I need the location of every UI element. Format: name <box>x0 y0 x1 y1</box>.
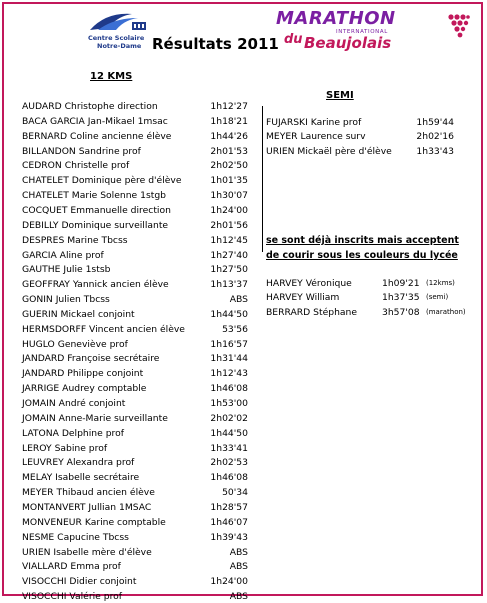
finish-time: ABS <box>229 561 248 573</box>
runner-name: MONTANVERT Jullian 1MSAC <box>22 501 152 513</box>
runner-name: CHATELET Dominique père d'élève <box>22 175 182 187</box>
school-logo <box>88 8 154 54</box>
finish-time: 1h13'37 <box>210 279 248 291</box>
result-row <box>22 501 248 514</box>
marathon-international: INTERNATIONAL <box>336 29 388 35</box>
result-row <box>22 427 248 440</box>
runner-name: VISOCCHI Didier conjoint <box>22 576 137 588</box>
result-row <box>22 100 248 113</box>
finish-time: 1h44'50 <box>210 427 248 439</box>
finish-time: ABS <box>229 294 248 306</box>
runner-name: BILLANDON Sandrine prof <box>22 145 141 157</box>
finish-time: 1h01'35 <box>210 175 248 187</box>
runner-name: LEROY Sabine prof <box>22 442 108 454</box>
runner-name: HARVEY Véronique <box>266 278 352 289</box>
result-row <box>22 442 248 455</box>
finish-time: 1h12'45 <box>210 234 248 246</box>
result-row <box>22 263 248 276</box>
finish-time: 2h01'53 <box>210 145 248 157</box>
heading-12kms: 12 KMS <box>90 71 133 82</box>
finish-time: 1h09'21 <box>382 278 420 289</box>
runner-name: CHATELET Marie Solenne 1stgb <box>22 190 167 202</box>
result-row <box>22 471 248 484</box>
runner-name: GEOFFRAY Yannick ancien élève <box>22 279 169 291</box>
finish-time: 1h46'08 <box>210 472 248 484</box>
runner-name: JOMAIN André conjoint <box>22 398 126 409</box>
finish-time: 1h16'57 <box>210 338 248 350</box>
finish-time: 2h01'56 <box>210 219 248 231</box>
runner-name: DESPRES Marine Tbcss <box>22 234 128 246</box>
result-row <box>22 308 248 321</box>
runner-name: VISOCCHI Valérie prof <box>22 591 122 603</box>
marathon-du: du <box>284 32 303 47</box>
runner-name: COCQUET Emmanuelle direction <box>22 204 171 216</box>
runner-name: MEYER Thibaud ancien élève <box>22 487 155 499</box>
finish-time: 1h33'43 <box>416 145 454 157</box>
race-label: (12kms) <box>426 279 455 287</box>
result-row <box>22 323 248 336</box>
result-row <box>266 116 454 129</box>
result-row <box>22 590 248 603</box>
runner-name: HUGLO Geneviève prof <box>22 338 128 350</box>
result-row <box>22 397 248 410</box>
finish-time: 1h28'57 <box>210 501 248 513</box>
result-row <box>22 219 248 232</box>
finish-time: 53'56 <box>222 323 248 335</box>
marathon-beaujolais: Beaujolais <box>304 34 392 52</box>
runner-name: MEYER Laurence surv <box>266 131 366 143</box>
result-row <box>22 130 248 143</box>
result-row <box>266 277 478 290</box>
result-row <box>22 204 248 217</box>
finish-time: 2h02'02 <box>210 412 248 424</box>
runner-name: GARCIA Aline prof <box>22 249 104 261</box>
finish-time: 2h02'50 <box>210 160 248 172</box>
result-row <box>22 174 248 187</box>
runner-name: JARRIGE Audrey comptable <box>22 383 147 395</box>
page-header <box>4 4 481 62</box>
result-row <box>22 575 248 588</box>
runner-name: BACA GARCIA Jan-Mikael 1msac <box>22 115 168 127</box>
finish-time: ABS <box>229 591 248 603</box>
guest-note-line1: se sont déjà inscrits mais acceptent <box>266 235 459 246</box>
runner-name: JOMAIN Anne-Marie surveillante <box>22 412 168 424</box>
page-title: Résultats 2011 <box>152 35 279 53</box>
runner-name: BERRARD Stéphane <box>266 306 358 318</box>
finish-time: 1h53'00 <box>210 398 248 409</box>
race-label: (semi) <box>426 293 449 302</box>
finish-time: 1h31'44 <box>210 353 248 365</box>
result-row <box>22 382 248 395</box>
result-row <box>22 352 248 365</box>
race-label: (marathon) <box>426 307 466 316</box>
finish-time: 1h24'00 <box>210 204 248 216</box>
finish-time: 2h02'53 <box>210 457 248 469</box>
result-row <box>22 412 248 425</box>
finish-time: 1h24'00 <box>210 576 248 588</box>
result-row <box>22 159 248 172</box>
runner-name: GUERIN Mickael conjoint <box>22 308 135 320</box>
finish-time: 1h46'07 <box>210 516 248 528</box>
result-row <box>266 130 454 143</box>
runner-name: LEUVREY Alexandra prof <box>22 457 135 469</box>
result-row <box>266 291 478 304</box>
runner-name: MELAY Isabelle secrétaire <box>22 472 140 484</box>
result-row <box>22 546 248 559</box>
finish-time: 1h27'50 <box>210 264 248 276</box>
result-row <box>266 145 454 158</box>
column-divider <box>262 106 263 252</box>
result-row <box>22 456 248 469</box>
result-row <box>22 531 248 544</box>
grapes-icon <box>448 14 470 42</box>
result-row <box>22 234 248 247</box>
school-name-line1: Centre Scolaire <box>88 34 145 42</box>
runner-name: VIALLARD Emma prof <box>22 561 121 573</box>
result-row <box>266 306 478 319</box>
results-page <box>2 2 483 603</box>
finish-time: 1h46'08 <box>210 383 248 395</box>
result-row <box>22 293 248 306</box>
runner-name: JANDARD Philippe conjoint <box>22 368 144 380</box>
finish-time: 1h44'26 <box>210 130 248 142</box>
runner-name: AUDARD Christophe direction <box>22 101 158 112</box>
result-row <box>22 278 248 291</box>
guest-note-line2: de courir sous les couleurs du lycée <box>266 250 458 261</box>
result-row <box>22 516 248 529</box>
result-row <box>22 145 248 158</box>
finish-time: 1h12'27 <box>210 101 248 112</box>
runner-name: URIEN Mickaël père d'élève <box>266 145 392 157</box>
finish-time: 2h02'16 <box>416 131 454 143</box>
finish-time: 1h27'40 <box>210 249 248 261</box>
marathon-logo <box>276 8 476 58</box>
finish-time: 1h44'50 <box>210 308 248 320</box>
finish-time: ABS <box>229 546 248 558</box>
runner-name: HARVEY William <box>266 292 340 304</box>
school-name-line2: Notre-Dame <box>97 42 142 50</box>
result-row <box>22 189 248 202</box>
finish-time: 3h57'08 <box>382 306 420 318</box>
finish-time: 1h33'41 <box>210 442 248 454</box>
finish-time: 50'34 <box>222 487 248 499</box>
runner-name: GONIN Julien Tbcss <box>22 294 110 306</box>
runner-name: URIEN Isabelle mère d'élève <box>22 546 152 558</box>
runner-name: JANDARD Françoise secrétaire <box>22 353 160 365</box>
marathon-title: MARATHON <box>276 8 396 29</box>
runner-name: HERMSDORFF Vincent ancien élève <box>22 323 185 335</box>
finish-time: 1h39'43 <box>210 531 248 543</box>
finish-time: 1h12'43 <box>210 368 248 380</box>
runner-name: GAUTHE Julie 1stsb <box>22 264 111 276</box>
result-row <box>22 338 248 351</box>
heading-semi: SEMI <box>326 90 354 101</box>
result-row <box>22 249 248 262</box>
finish-time: 1h37'35 <box>382 292 420 304</box>
result-row <box>22 367 248 380</box>
runner-name: MONVENEUR Karine comptable <box>22 516 166 528</box>
result-row <box>22 486 248 499</box>
runner-name: DEBILLY Dominique surveillante <box>22 219 169 231</box>
result-row <box>22 115 248 128</box>
runner-name: FUJARSKI Karine prof <box>266 117 362 128</box>
finish-time: 1h18'21 <box>210 115 248 127</box>
runner-name: LATONA Delphine prof <box>22 427 124 439</box>
result-row <box>22 560 248 573</box>
runner-name: NESME Capucine Tbcss <box>22 531 129 543</box>
school-swoosh-icon <box>88 8 150 34</box>
finish-time: 1h59'44 <box>416 117 454 128</box>
finish-time: 1h30'07 <box>210 190 248 202</box>
runner-name: CEDRON Christelle prof <box>22 160 130 172</box>
runner-name: BERNARD Coline ancienne élève <box>22 130 172 142</box>
